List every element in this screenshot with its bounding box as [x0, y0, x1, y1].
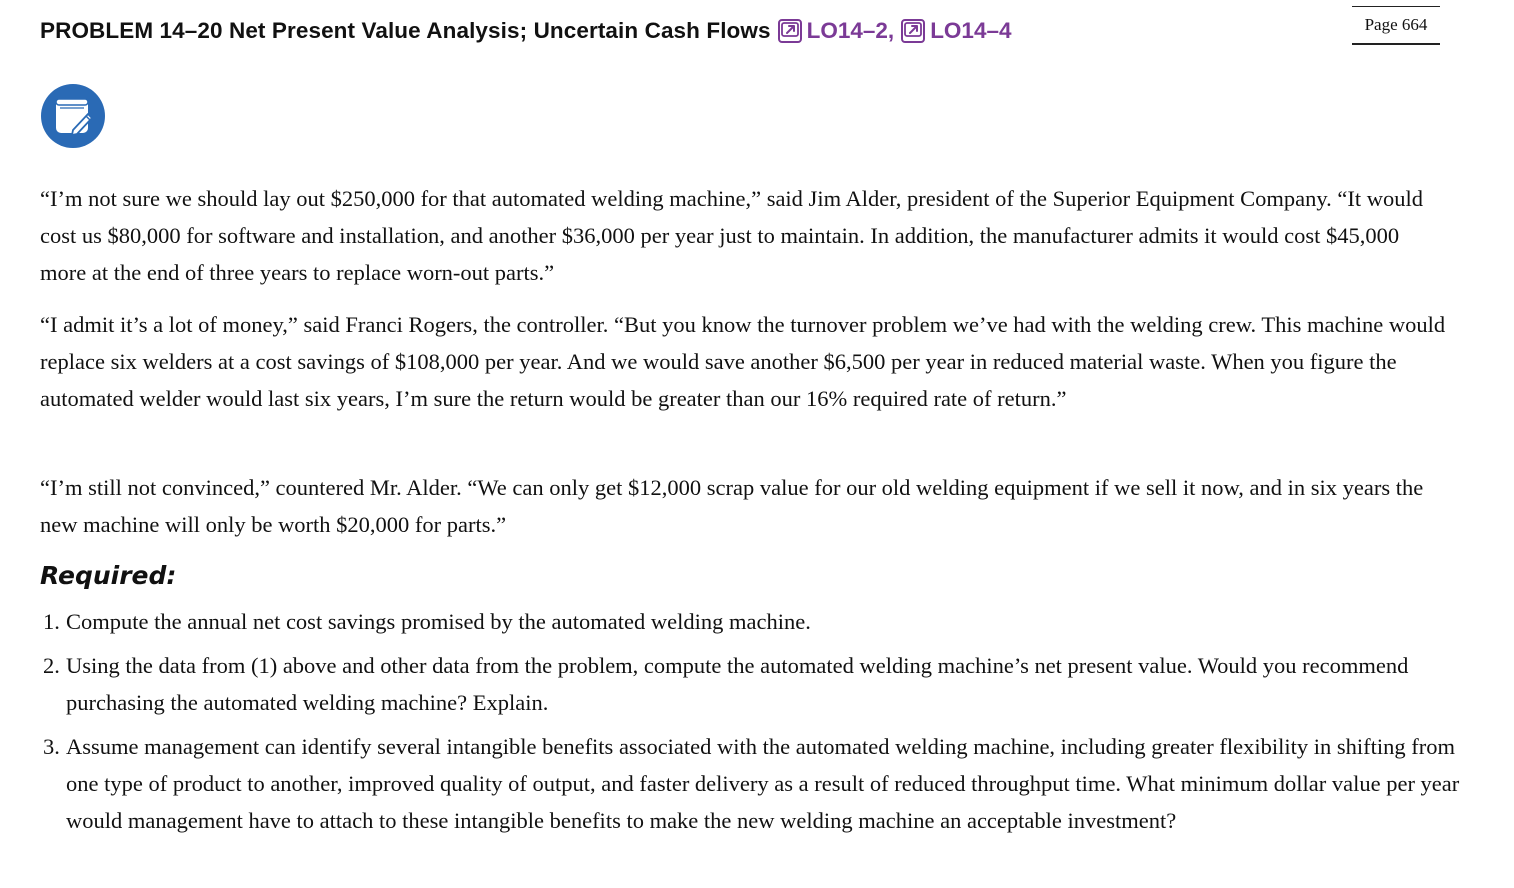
- required-heading: Required:: [40, 561, 177, 590]
- lo-link-2[interactable]: [900, 18, 1011, 44]
- lo-link-label: LO14–2,: [806, 18, 895, 43]
- page-number: Page 664: [1352, 6, 1440, 45]
- notebook-pencil-icon: [40, 83, 106, 149]
- item-text: Compute the annual net cost savings promised by the automated welding machine.: [66, 609, 811, 634]
- item-text: Assume management can identify several intangible benefits associated with the automated welding machine, including greater flexibility in shifting from one type of product to another, improved quality of output, and faster delivery as a result of reduced throughput time. What minimum dollar value per year would management have to attach to these intangible benefits to make the new welding machine an acceptable investment?: [66, 734, 1460, 833]
- problem-title: PROBLEM 14–20 Net Present Value Analysis; Uncertain Cash Flows: [40, 18, 771, 43]
- required-item: [40, 728, 1460, 839]
- required-item: [40, 647, 1460, 721]
- external-link-icon: [900, 18, 926, 44]
- external-link-icon: [777, 18, 803, 44]
- paragraph-rebuttal: “I’m still not convinced,” countered Mr. Alder. “We can only get $12,000 scrap value for our old welding equipment if we sell it now, and in six years the new machine will only be worth $20,000 for parts.”: [40, 475, 1424, 537]
- item-number: 1.: [43, 609, 60, 634]
- problem-header: [40, 14, 1012, 48]
- item-text: Using the data from (1) above and other data from the problem, compute the automated welding machine’s net present value. Would you recommend purchasing the automated welding machine? Explain.: [66, 653, 1409, 715]
- required-item: [40, 603, 1460, 640]
- paragraph-intro: “I’m not sure we should lay out $250,000 for that automated welding machine,” said Jim Alder, president of the Superior Equipment Company. “It would cost us $80,000 for software and installation, and another $36,000 per year just to maintain. In addition, the manufacturer admits it would cost $45,000 more at the end of three years to replace worn-out parts.”: [40, 186, 1423, 285]
- required-list: [40, 603, 1460, 839]
- paragraph-controller: “I admit it’s a lot of money,” said Franci Rogers, the controller. “But you know the turnover problem we’ve had with the welding crew. This machine would replace six welders at a cost savings of $108,000 per year. And we would save another $6,500 per year in reduced material waste. When you figure the automated welder would last six years, I’m sure the return would be greater than our 16% required rate of return.”: [40, 312, 1446, 411]
- item-number: 3.: [43, 734, 60, 759]
- lo-link-label: LO14–4: [930, 18, 1012, 43]
- lo-link-1[interactable]: [777, 18, 895, 44]
- item-number: 2.: [43, 653, 60, 678]
